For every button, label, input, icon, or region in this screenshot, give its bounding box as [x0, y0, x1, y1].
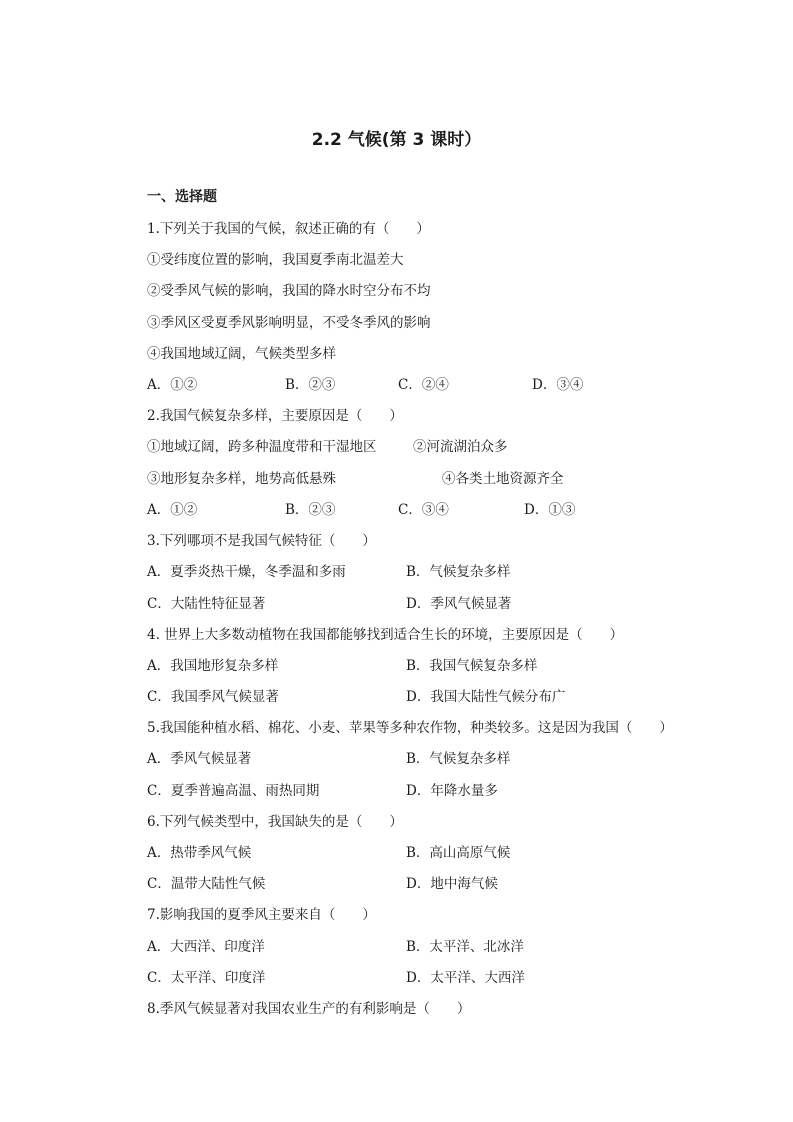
question-6-option-c[interactable]: C．温带大陆性气候	[147, 876, 266, 892]
question-1-statement-2: ②受季风气候的影响，我国的降水时空分布不均	[147, 283, 431, 299]
question-1-statement-3: ③季风区受夏季风影响明显，不受冬季风的影响	[147, 315, 431, 331]
question-2-stem: 2.我国气候复杂多样，主要原因是（ ）	[147, 408, 403, 424]
question-3-option-d[interactable]: D．季风气候显著	[406, 596, 512, 612]
question-2-option-a[interactable]: A．①②	[147, 502, 198, 518]
question-5-option-c[interactable]: C．夏季普遍高温、雨热同期	[147, 783, 320, 799]
question-5-option-b[interactable]: B．气候复杂多样	[406, 751, 511, 767]
question-7-option-a[interactable]: A．大西洋、印度洋	[147, 939, 265, 955]
question-1-option-b[interactable]: B．②③	[285, 377, 336, 393]
question-6-option-a[interactable]: A．热带季风气候	[147, 845, 252, 861]
question-1-statement-4: ④我国地域辽阔，气候类型多样	[147, 346, 336, 362]
question-4-option-c[interactable]: C．我国季风气候显著	[147, 689, 279, 705]
question-1-statement-1: ①受纬度位置的影响，我国夏季南北温差大	[147, 252, 404, 268]
question-1-option-c[interactable]: C．②④	[398, 377, 449, 393]
question-6-stem: 6.下列气候类型中，我国缺失的是（ ）	[147, 814, 403, 830]
question-1-stem: 1.下列关于我国的气候，叙述正确的有（ ）	[147, 221, 430, 237]
question-5-option-d[interactable]: D．年降水量多	[406, 783, 498, 799]
section-heading: 一、选择题	[147, 189, 217, 205]
question-7-option-c[interactable]: C．太平洋、印度洋	[147, 970, 266, 986]
question-5-stem: 5.我国能种植水稻、棉花、小麦、苹果等多种农作物，种类较多。这是因为我国（ ）	[147, 720, 673, 736]
question-4-option-a[interactable]: A．我国地形复杂多样	[147, 658, 279, 674]
question-2-statement-3: ③地形复杂多样，地势高低悬殊	[147, 471, 336, 487]
question-2-option-d[interactable]: D．①③	[524, 502, 576, 518]
question-3-option-b[interactable]: B．气候复杂多样	[406, 564, 511, 580]
question-2-option-c[interactable]: C．③④	[398, 502, 449, 518]
question-2-statement-4: ④各类土地资源齐全	[442, 471, 564, 487]
question-3-option-a[interactable]: A．夏季炎热干燥，冬季温和多雨	[147, 564, 346, 580]
question-4-option-d[interactable]: D．我国大陆性气候分布广	[406, 689, 566, 705]
question-7-stem: 7.影响我国的夏季风主要来自（ ）	[147, 907, 376, 923]
question-1-option-d[interactable]: D．③④	[532, 377, 584, 393]
question-5-option-a[interactable]: A．季风气候显著	[147, 751, 252, 767]
question-3-stem: 3.下列哪项不是我国气候特征（ ）	[147, 533, 376, 549]
question-4-stem: 4. 世界上大多数动植物在我国都能够找到适合生长的环境，主要原因是（ ）	[147, 627, 624, 643]
question-4-option-b[interactable]: B．我国气候复杂多样	[406, 658, 538, 674]
question-6-option-b[interactable]: B．高山高原气候	[406, 845, 511, 861]
question-2-statement-1: ①地域辽阔，跨多种温度带和干湿地区	[147, 439, 377, 455]
question-2-option-b[interactable]: B．②③	[285, 502, 336, 518]
question-6-option-d[interactable]: D．地中海气候	[406, 876, 498, 892]
question-1-option-a[interactable]: A．①②	[147, 377, 198, 393]
page-title: 2.2 气候(第 3 课时）	[311, 130, 482, 150]
question-3-option-c[interactable]: C．大陆性特征显著	[147, 596, 266, 612]
question-7-option-d[interactable]: D．太平洋、大西洋	[406, 970, 525, 986]
question-8-stem: 8.季风气候显著对我国农业生产的有利影响是（ ）	[147, 1001, 471, 1017]
question-7-option-b[interactable]: B．太平洋、北冰洋	[406, 939, 524, 955]
question-2-statement-2: ②河流湖泊众多	[413, 439, 508, 455]
